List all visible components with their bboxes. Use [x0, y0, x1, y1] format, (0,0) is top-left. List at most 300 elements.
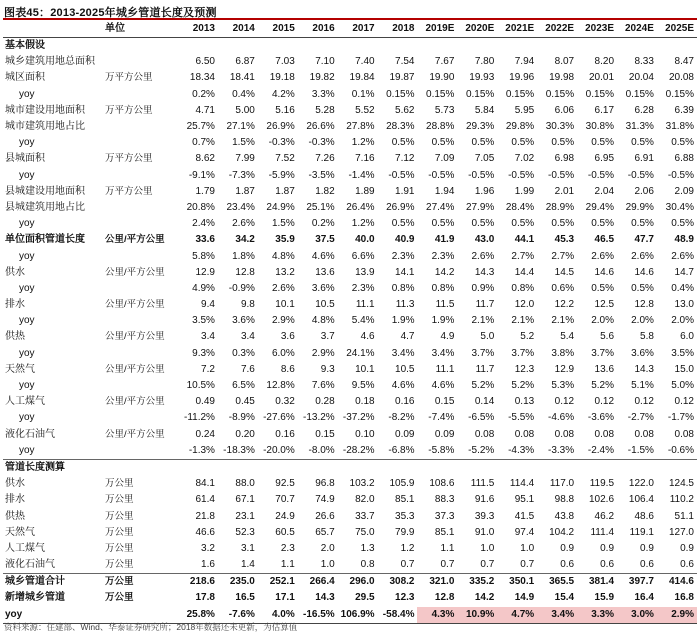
row-label: 单位面积管道长度 — [5, 234, 85, 246]
cell-value: 0.08 — [634, 428, 654, 440]
cell-value: 0.7 — [400, 559, 415, 571]
table-row — [3, 541, 697, 557]
cell-value: 7.80 — [474, 56, 495, 68]
table-row — [3, 119, 697, 135]
forecast-table — [3, 20, 697, 624]
cell-value: 5.95 — [514, 104, 535, 116]
row-unit — [103, 119, 178, 135]
cell-value: 16.8 — [674, 592, 694, 604]
cell-value: 6.17 — [594, 104, 615, 116]
cell-value: 14.7 — [674, 266, 694, 278]
cell-value: 3.8% — [551, 347, 575, 359]
row-unit — [103, 459, 178, 476]
cell-value: 119.5 — [589, 478, 615, 490]
cell-value: 14.2 — [434, 266, 455, 278]
cell-value: 4.71 — [195, 104, 215, 116]
cell-value: 17.1 — [275, 592, 295, 604]
cell-value: 0.12 — [634, 396, 654, 408]
cell-value: -0.5% — [587, 169, 615, 181]
cell-value: 3.7% — [471, 347, 495, 359]
cell-value: 0.12 — [594, 396, 615, 408]
cell-value: 110.2 — [669, 494, 694, 506]
cell-value: 27.9% — [465, 201, 495, 213]
row-label: 城市建筑用地占比 — [5, 121, 85, 133]
cell-value: 127.0 — [668, 526, 694, 538]
cell-value: -8.0% — [308, 444, 335, 456]
table-row — [3, 281, 697, 297]
cell-value: 0.8 — [360, 559, 375, 571]
cell-value: 28.9% — [545, 201, 575, 213]
cell-value: 40.0 — [355, 234, 375, 246]
cell-value: 3.4 — [240, 331, 255, 343]
table-row — [3, 216, 697, 232]
cell-value: 35.3 — [395, 510, 415, 522]
cell-value: 14.3 — [315, 592, 335, 604]
cell-value: 46.5 — [594, 234, 615, 246]
cell-value: 5.28 — [315, 104, 335, 116]
row-unit: 万公里 — [105, 494, 134, 506]
cell-value: 6.5% — [232, 380, 255, 392]
cell-value: 1.79 — [195, 185, 215, 197]
cell-value: 1.2% — [351, 218, 375, 230]
cell-value: 0.08 — [674, 428, 694, 440]
cell-value: -5.8% — [428, 444, 455, 456]
cell-value: 33.6 — [195, 234, 215, 246]
cell-value: 3.6 — [280, 331, 295, 343]
row-label: 人工煤气 — [5, 542, 45, 554]
cell-value: 0.5% — [591, 218, 615, 230]
cell-value: 11.7 — [475, 299, 495, 311]
cell-value: 52.3 — [235, 526, 255, 538]
cell-value: 3.2 — [201, 542, 215, 554]
cell-value: 28.3% — [386, 121, 415, 133]
cell-value: 0.6 — [640, 559, 654, 571]
cell-value: 0.9 — [600, 542, 615, 554]
cell-value: -0.5% — [508, 169, 535, 181]
table-row — [3, 346, 697, 362]
cell-value: 106.9% — [338, 607, 378, 624]
cell-value: 8.20 — [594, 56, 615, 68]
cell-value: 2.1% — [471, 315, 495, 327]
row-unit — [103, 54, 178, 70]
cell-value: -7.6% — [218, 607, 258, 624]
cell-value: 9.5% — [351, 380, 375, 392]
cell-value: 11.1 — [435, 363, 455, 375]
cell-value: 8.62 — [195, 153, 215, 165]
cell-value — [497, 459, 537, 476]
cell-value: 29.5 — [355, 592, 375, 604]
cell-value: 0.5% — [671, 218, 694, 230]
cell-value: 0.15% — [585, 88, 615, 100]
cell-value: 29.9% — [625, 201, 654, 213]
cell-value: 19.98 — [549, 72, 575, 84]
cell-value: 7.2 — [201, 363, 215, 375]
header-year: 2025E — [657, 20, 697, 38]
cell-value: 1.8% — [232, 250, 255, 262]
table-row — [3, 87, 697, 103]
table-row — [3, 54, 697, 70]
row-label: yoy — [19, 315, 35, 327]
table-row — [3, 103, 697, 119]
cell-value: 7.10 — [315, 56, 335, 68]
cell-value: 4.7% — [497, 607, 537, 624]
cell-value — [378, 38, 418, 55]
cell-value: 6.39 — [674, 104, 694, 116]
row-unit: 万公里 — [105, 478, 134, 490]
cell-value: 1.99 — [514, 185, 535, 197]
cell-value: 27.4% — [426, 201, 455, 213]
cell-value: 24.9 — [275, 510, 295, 522]
cell-value: 1.89 — [355, 185, 375, 197]
header-year: 2023E — [577, 20, 617, 38]
cell-value: -0.5% — [547, 169, 575, 181]
row-unit: 万公里 — [105, 592, 134, 604]
row-unit — [103, 378, 178, 394]
table-row — [3, 151, 697, 167]
cell-value: 1.5% — [271, 218, 295, 230]
cell-value: 7.02 — [514, 153, 535, 165]
cell-value: 44.1 — [514, 234, 535, 246]
cell-value: -4.3% — [508, 444, 535, 456]
cell-value: 0.1% — [351, 88, 375, 100]
cell-value: 10.5% — [186, 380, 215, 392]
cell-value: 14.9 — [514, 592, 535, 604]
cell-value: 350.1 — [497, 574, 537, 591]
table-row — [3, 410, 697, 426]
cell-value: 13.2 — [275, 266, 295, 278]
cell-value: 2.6% — [591, 250, 615, 262]
row-unit: 公里/平方公里 — [105, 396, 165, 408]
row-unit — [103, 200, 178, 216]
cell-value: -8.9% — [228, 412, 255, 424]
cell-value: 7.05 — [474, 153, 495, 165]
cell-value: 5.84 — [474, 104, 495, 116]
cell-value: 25.8% — [178, 607, 218, 624]
cell-value: 397.7 — [617, 574, 657, 591]
cell-value: 30.3% — [545, 121, 575, 133]
cell-value: 21.8 — [195, 510, 215, 522]
cell-value: 296.0 — [338, 574, 378, 591]
cell-value: 17.8 — [195, 592, 215, 604]
cell-value: 2.0% — [631, 315, 654, 327]
cell-value: 9.4 — [201, 299, 215, 311]
cell-value: -16.5% — [298, 607, 338, 624]
row-label: yoy — [19, 347, 35, 359]
cell-value: 75.0 — [355, 526, 375, 538]
cell-value: 2.6% — [671, 250, 694, 262]
cell-value: 0.15% — [505, 88, 535, 100]
cell-value: -18.3% — [223, 444, 255, 456]
cell-value: 91.0 — [474, 526, 495, 538]
cell-value: 0.4% — [232, 88, 255, 100]
cell-value: 111.5 — [470, 478, 495, 490]
cell-value: -0.5% — [468, 169, 495, 181]
row-unit — [103, 281, 178, 297]
cell-value: 14.4 — [514, 266, 535, 278]
cell-value: 19.93 — [469, 72, 495, 84]
section-header-row — [3, 38, 697, 55]
cell-value: 15.9 — [594, 592, 615, 604]
row-label: 液化石油气 — [5, 428, 55, 440]
cell-value: 7.94 — [514, 56, 535, 68]
cell-value: 27.1% — [226, 121, 255, 133]
cell-value: 14.3 — [634, 363, 654, 375]
table-row — [3, 557, 697, 574]
cell-value: 12.8 — [434, 592, 455, 604]
cell-value: 1.2 — [400, 542, 415, 554]
cell-value — [657, 38, 697, 55]
header-year: 2024E — [617, 20, 657, 38]
cell-value: 5.3% — [551, 380, 575, 392]
cell-value: -20.0% — [263, 444, 295, 456]
row-label: yoy — [19, 412, 35, 424]
table-row — [3, 184, 697, 200]
cell-value: 10.1 — [355, 363, 375, 375]
cell-value: -5.5% — [508, 412, 535, 424]
row-unit: 万平方公里 — [105, 104, 153, 116]
cell-value: 1.1 — [280, 559, 295, 571]
cell-value: 0.7 — [520, 559, 535, 571]
cell-value: 4.6% — [431, 380, 455, 392]
cell-value: 4.0% — [258, 607, 298, 624]
cell-value — [178, 38, 218, 55]
cell-value: -1.5% — [627, 444, 654, 456]
header-unit: 单位 — [103, 20, 178, 38]
cell-value: 9.3 — [320, 363, 335, 375]
cell-value: 7.54 — [395, 56, 415, 68]
cell-value: 1.87 — [275, 185, 295, 197]
table-row — [3, 476, 697, 492]
row-label: yoy — [3, 607, 103, 624]
cell-value: 48.6 — [634, 510, 654, 522]
cell-value: 4.2% — [271, 88, 295, 100]
cell-value: 111.4 — [590, 526, 615, 538]
cell-value: 19.87 — [389, 72, 415, 84]
cell-value: 3.4 — [201, 331, 215, 343]
cell-value: 4.9 — [440, 331, 455, 343]
cell-value: 20.08 — [668, 72, 694, 84]
cell-value — [338, 38, 378, 55]
row-label: yoy — [19, 169, 35, 181]
section-header-row — [3, 459, 697, 476]
cell-value: 1.1 — [440, 542, 455, 554]
row-label: 供热 — [5, 510, 25, 522]
cell-value: 13.9 — [355, 266, 375, 278]
cell-value: 6.0% — [271, 347, 295, 359]
cell-value: 0.9% — [471, 282, 495, 294]
figure-title: 图表45：2013-2025年城乡管道长度及预测 — [4, 7, 217, 19]
cell-value: 3.5% — [192, 315, 215, 327]
header-year: 2013 — [178, 20, 218, 38]
cell-value: -0.5% — [627, 169, 654, 181]
cell-value: 26.6% — [306, 121, 335, 133]
cell-value: 6.88 — [674, 153, 694, 165]
cell-value: 79.9 — [395, 526, 415, 538]
cell-value: 321.0 — [417, 574, 457, 591]
cell-value — [218, 459, 258, 476]
cell-value: 85.1 — [395, 494, 415, 506]
cell-value: 29.4% — [585, 201, 615, 213]
cell-value: 3.7% — [591, 347, 615, 359]
cell-value: 0.9 — [560, 542, 575, 554]
cell-value: -0.9% — [228, 282, 255, 294]
cell-value: 2.04 — [594, 185, 615, 197]
row-unit: 万平方公里 — [105, 153, 153, 165]
cell-value: 1.0 — [480, 542, 495, 554]
cell-value: 7.03 — [275, 56, 295, 68]
cell-value: 0.6% — [551, 282, 575, 294]
cell-value: 3.1 — [240, 542, 255, 554]
cell-value: 0.5% — [551, 137, 575, 149]
cell-value: 24.1% — [346, 347, 375, 359]
cell-value — [298, 38, 338, 55]
table-row — [3, 297, 697, 313]
cell-value: 2.3% — [431, 250, 455, 262]
row-unit — [103, 443, 178, 460]
cell-value: 70.7 — [275, 494, 295, 506]
table-row — [3, 378, 697, 394]
row-unit — [103, 87, 178, 103]
cell-value: 414.6 — [657, 574, 697, 591]
cell-value: 0.5% — [551, 218, 575, 230]
cell-value: 266.4 — [298, 574, 338, 591]
cell-value: 91.6 — [474, 494, 495, 506]
cell-value: -0.5% — [667, 169, 694, 181]
cell-value: 0.18 — [355, 396, 375, 408]
cell-value: 45.3 — [554, 234, 575, 246]
row-label: 基本假设 — [5, 40, 45, 52]
cell-value — [378, 459, 418, 476]
cell-value: 0.4% — [671, 282, 694, 294]
cell-value: 2.4% — [192, 218, 215, 230]
row-label: yoy — [19, 218, 35, 230]
cell-value: 4.6% — [391, 380, 415, 392]
cell-value: 10.5 — [395, 363, 415, 375]
cell-value: 20.04 — [628, 72, 654, 84]
cell-value: -2.7% — [627, 412, 654, 424]
cell-value: 12.8 — [634, 299, 654, 311]
cell-value — [537, 459, 577, 476]
cell-value: 2.09 — [674, 185, 694, 197]
cell-value: 47.7 — [634, 234, 654, 246]
cell-value: 4.3% — [417, 607, 457, 624]
row-unit: 万公里 — [105, 559, 134, 571]
cell-value: -2.4% — [587, 444, 615, 456]
cell-value: 98.8 — [554, 494, 575, 506]
cell-value: 28.8% — [426, 121, 455, 133]
cell-value: 13.6 — [594, 363, 615, 375]
cell-value: 0.5% — [431, 218, 455, 230]
cell-value: 0.8% — [391, 282, 415, 294]
table-row — [3, 135, 697, 151]
cell-value: -6.8% — [388, 444, 415, 456]
cell-value: -3.3% — [547, 444, 575, 456]
cell-value: 2.1% — [511, 315, 535, 327]
cell-value: 7.52 — [275, 153, 295, 165]
row-label: 供热 — [5, 331, 25, 343]
row-unit: 公里/平方公里 — [105, 363, 165, 375]
cell-value: 11.7 — [475, 363, 495, 375]
cell-value: 19.82 — [309, 72, 335, 84]
cell-value: -5.9% — [268, 169, 295, 181]
cell-value: 5.0% — [671, 380, 694, 392]
cell-value: -8.2% — [388, 412, 415, 424]
cell-value: 25.7% — [186, 121, 215, 133]
cell-value: 4.8% — [311, 315, 335, 327]
cell-value: 0.5% — [391, 137, 415, 149]
cell-value — [497, 38, 537, 55]
cell-value: 0.15% — [386, 88, 415, 100]
cell-value — [417, 38, 457, 55]
cell-value: 19.84 — [349, 72, 375, 84]
cell-value: 5.0 — [480, 331, 495, 343]
cell-value: -7.3% — [228, 169, 255, 181]
cell-value: 2.6% — [232, 218, 255, 230]
cell-value: 6.98 — [554, 153, 575, 165]
cell-value: 7.16 — [355, 153, 375, 165]
cell-value: 1.9% — [391, 315, 415, 327]
cell-value: 7.12 — [395, 153, 415, 165]
cell-value: 35.9 — [275, 234, 295, 246]
cell-value: 0.5% — [431, 137, 455, 149]
cell-value: 28.4% — [505, 201, 535, 213]
cell-value: -28.2% — [342, 444, 375, 456]
cell-value: 40.9 — [395, 234, 415, 246]
cell-value: 5.2 — [520, 331, 535, 343]
cell-value: 0.15 — [315, 428, 335, 440]
header-row — [3, 20, 697, 38]
cell-value: 37.5 — [315, 234, 335, 246]
cell-value: 9.3% — [192, 347, 215, 359]
cell-value: 13.0 — [674, 299, 694, 311]
cell-value: 26.4% — [346, 201, 375, 213]
row-label: 县城面积 — [5, 153, 45, 165]
cell-value: -1.3% — [188, 444, 215, 456]
cell-value: 23.1 — [235, 510, 255, 522]
cell-value: 0.16 — [395, 396, 415, 408]
cell-value: 31.3% — [625, 121, 654, 133]
table-row — [3, 232, 697, 248]
cell-value — [617, 38, 657, 55]
cell-value: 0.15% — [665, 88, 694, 100]
cell-value: 67.1 — [235, 494, 255, 506]
cell-value: 0.32 — [275, 396, 295, 408]
cell-value: 0.7% — [192, 137, 215, 149]
cell-value: 0.5% — [591, 137, 615, 149]
cell-value: 8.6 — [280, 363, 295, 375]
cell-value: 43.0 — [474, 234, 495, 246]
cell-value: 7.6 — [240, 363, 255, 375]
header-year: 2018 — [378, 20, 418, 38]
row-label: 县城建设用地面积 — [5, 185, 85, 197]
row-label: 县城建筑用地占比 — [5, 201, 85, 213]
row-label: 排水 — [5, 494, 25, 506]
row-unit: 万平方公里 — [105, 72, 153, 84]
cell-value: 0.08 — [474, 428, 495, 440]
cell-value: 41.9 — [434, 234, 455, 246]
cell-value: 2.9% — [311, 347, 335, 359]
row-label: 排水 — [5, 299, 25, 311]
cell-value: 96.8 — [315, 478, 335, 490]
cell-value: 0.08 — [554, 428, 575, 440]
cell-value: 119.1 — [629, 526, 654, 538]
cell-value: 0.8% — [511, 282, 535, 294]
row-label: yoy — [19, 88, 35, 100]
cell-value: 46.6 — [195, 526, 215, 538]
cell-value: 34.2 — [235, 234, 255, 246]
row-label: 城市建设用地面积 — [5, 104, 85, 116]
cell-value: 0.6 — [680, 559, 694, 571]
